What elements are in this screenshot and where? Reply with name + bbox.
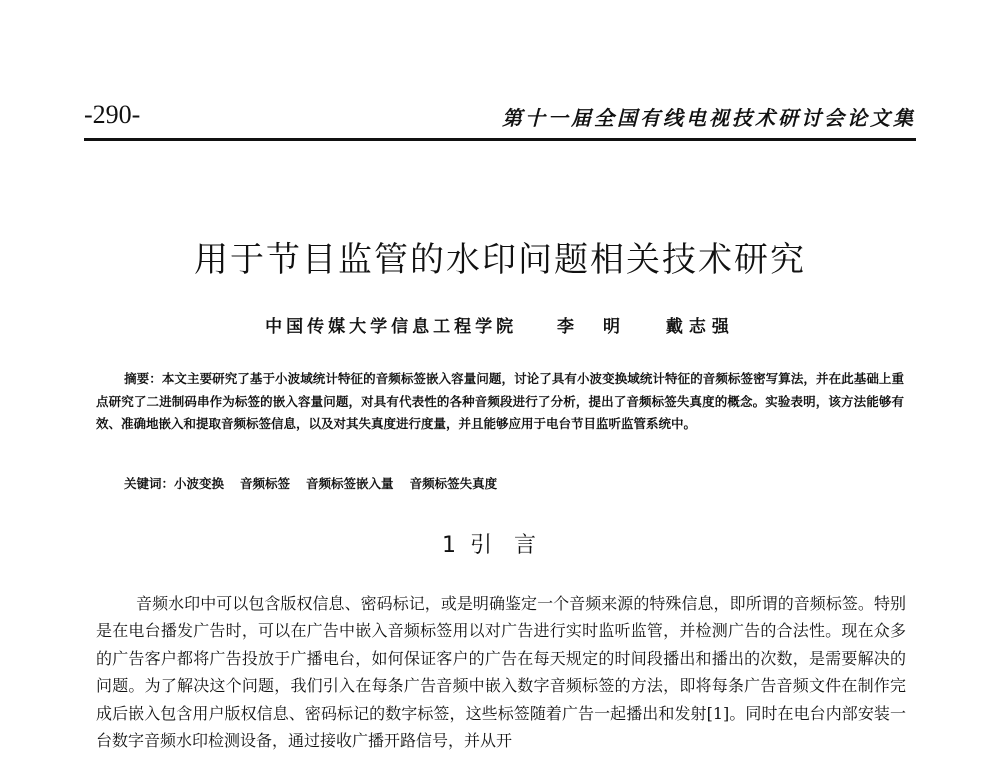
abstract-label: 摘要： — [124, 371, 162, 386]
body-paragraph — [96, 590, 906, 754]
paper-title: 用于节目监管的水印问题相关技术研究 — [194, 240, 806, 280]
keywords-label: 关键词： — [124, 476, 175, 491]
keyword: 小波变换 — [174, 476, 225, 491]
page-number: -290- — [84, 100, 141, 129]
section-title: 引言 — [469, 533, 558, 558]
keywords — [124, 474, 513, 492]
running-header — [84, 100, 916, 140]
author-line — [0, 312, 1000, 337]
section-heading — [0, 528, 1000, 559]
abstract — [96, 368, 904, 436]
author-name: 戴志强 — [665, 317, 735, 337]
affiliation: 中国传媒大学信息工程学院 — [265, 317, 518, 337]
keyword: 音频标签嵌入量 — [306, 476, 394, 491]
journal-name: 第十一届全国有线电视技术研讨会论文集 — [502, 106, 916, 130]
keyword: 音频标签失真度 — [409, 476, 498, 491]
abstract-text: 本文主要研究了基于小波域统计特征的音频标签嵌入容量问题，讨论了具有小波变换域统计特征的音频标签密写算法，并在此基础上重点研究了二进制码串作为标签的嵌入容量问题，对具有代表性的各种音频段进行了分析，提出了音频标签失真度的概念。实验表明，该方法能够有效、准确地嵌入和提取音频标签信息，以及对其失真度进行度量，并且能够应用于电台节目监听监管系统中。 — [96, 371, 904, 431]
author-name: 李 明 — [557, 317, 626, 337]
keyword: 音频标签 — [240, 476, 291, 491]
section-number: 1 — [441, 533, 456, 558]
body-text: 音频水印中可以包含版权信息、密码标记，或是明确鉴定一个音频来源的特殊信息，即所谓的音频标签。特别是在电台播发广告时，可以在广告中嵌入音频标签用以对广告进行实时监听监管，并检测广告的合法性。现在众多的广告客户都将广告投放于广播电台，如何保证客户的广告在每天规定的时间段播出和播出的次数，是需要解决的问题。为了解决这个问题，我们引入在每条广告音频中嵌入数字音频标签的方法，即将每条广告音频文件在制作完成后嵌入包含用户版权信息、密码标记的数字标签，这些标签随着广告一起播出和发射[1]。同时在电台内部安装一台数字音频水印检测设备，通过接收广播开路信号，并从开 — [96, 594, 906, 751]
header-rule — [84, 138, 916, 141]
